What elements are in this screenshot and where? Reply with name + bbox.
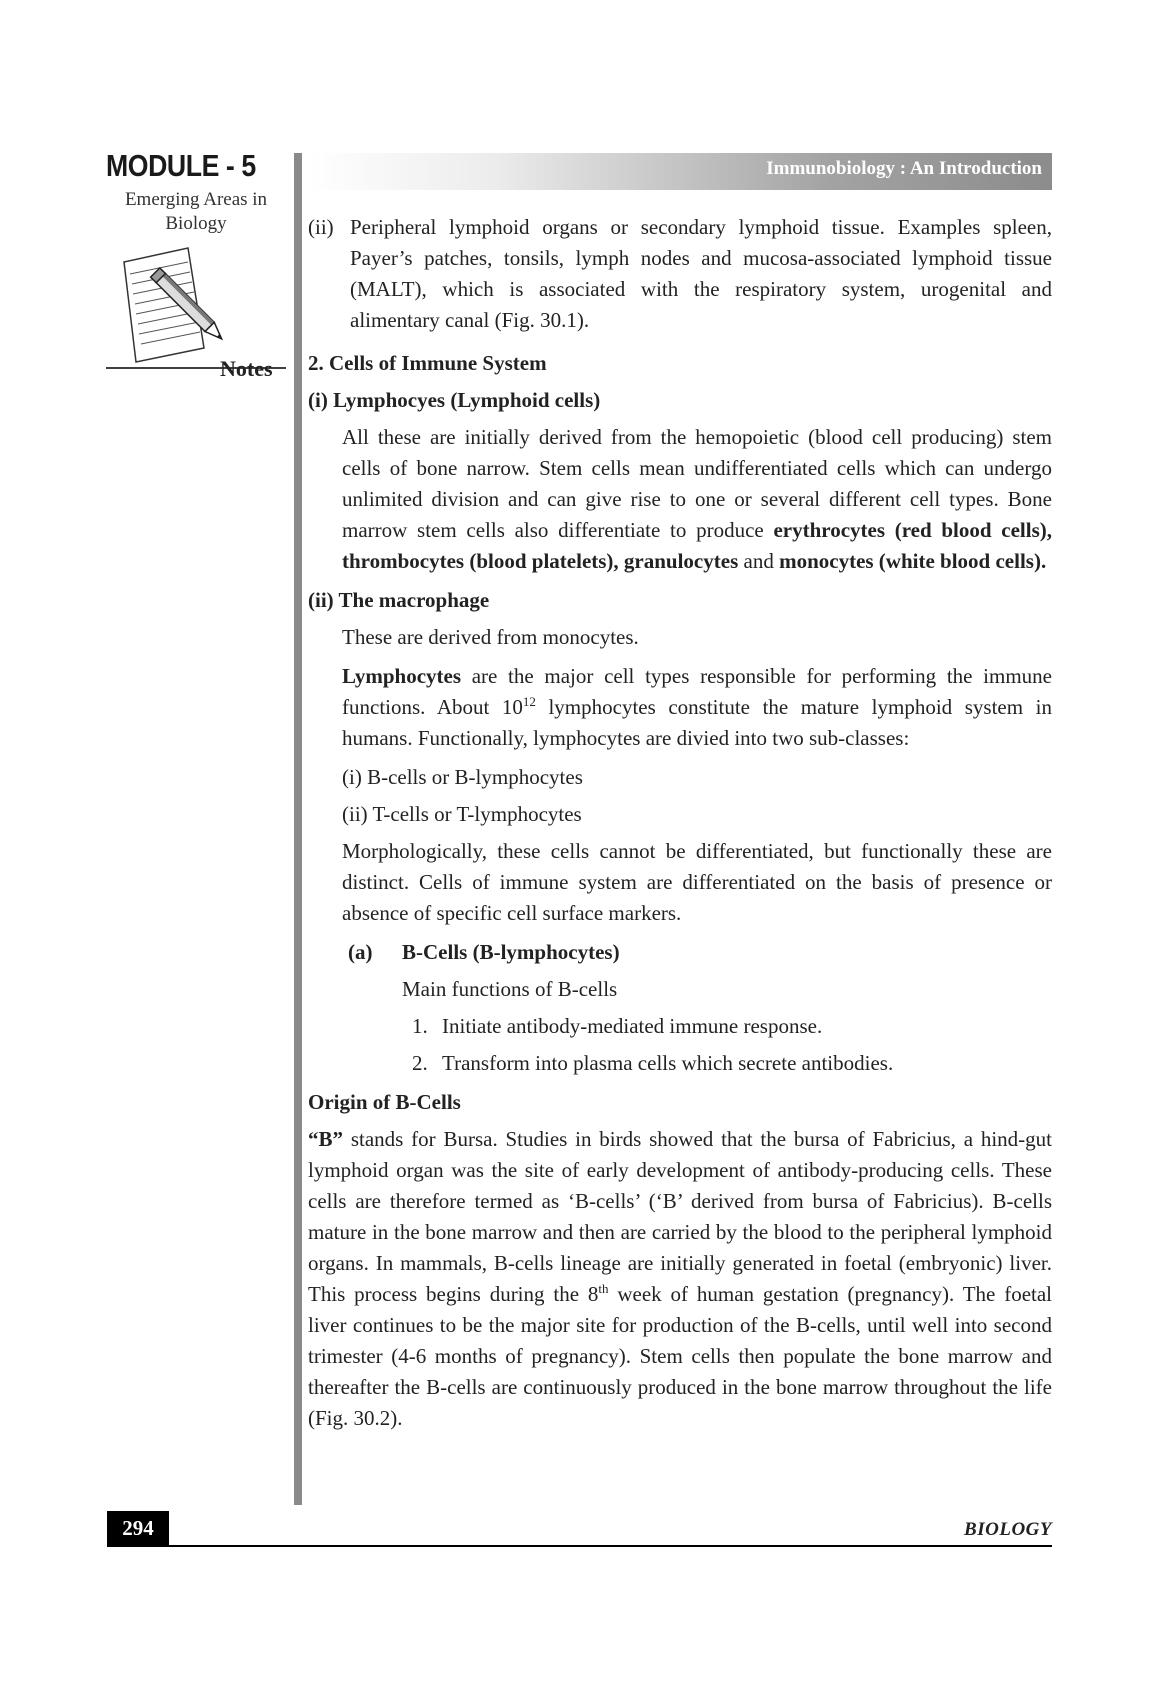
origin-superscript: th [598, 1281, 609, 1296]
origin-text-1: stands for Bursa. Studies in birds showed that the bursa of Fabricius, a hind-gut lymphoid organ was the site of early development of antibody-producing cells. These cells are therefore termed as ‘B-cells’ (‘B’ derived from bursa of Fabricius). B-cells mature in the bone marrow and then are carried by the blood to the peripheral lymphoid organs. In mammals, B-cells lineage are initially generated in foetal (embryonic) liver. This process begins during the 8 [308, 1127, 1052, 1306]
lymphocytes-heading: (i) Lymphocyes (Lymphoid cells) [308, 388, 601, 412]
header-band [308, 153, 1052, 190]
item-ii-label: (ii) [308, 215, 334, 239]
origin-heading: Origin of B-Cells [308, 1090, 461, 1114]
bcells-heading [308, 937, 1052, 968]
origin-text-2: week of human gestation (pregnancy). The foetal liver continues to be the major site for production of the B-cells, until well into second trimester (4-6 months of pregnancy). Stem cells then populate the bone marrow and thereafter the B-cells are continuously produced in the bone marrow throughout the life (Fig. 30.2). [308, 1282, 1053, 1430]
function-2-text: Transform into plasma cells which secrete antibodies. [442, 1051, 894, 1075]
footer-rule [107, 1545, 1052, 1547]
bcells-line: (i) B-cells or B-lymphocytes [342, 765, 583, 789]
page-number: 294 [107, 1511, 169, 1545]
section-heading: 2. Cells of Immune System [308, 351, 547, 375]
lymphocytes-text-1: are the major cell types responsible for performing the immune functions. About 10 [342, 664, 1052, 719]
lymph-and: and [738, 549, 780, 573]
lymph-bold-1: erythrocytes (red blood cells), thrombocytes (blood platelets), granulocytes [342, 518, 1052, 573]
sidebar [106, 148, 286, 381]
function-1-text: Initiate antibody-mediated immune response. [442, 1014, 823, 1038]
origin-paragraph [308, 1124, 1052, 1434]
function-2-number: 2. [412, 1051, 428, 1075]
morphology-paragraph: Morphologically, these cells cannot be differentiated, but functionally these are distinct. Cells of immune system are differentiated on the basis of presence or absence of specific cell surface markers. [342, 839, 1052, 925]
lymph-bold-2: monocytes (white blood cells). [779, 549, 1047, 573]
macrophage-text: These are derived from monocytes. [342, 625, 639, 649]
bcells-heading-label: (a) [348, 940, 373, 964]
origin-bold: “B” [308, 1127, 344, 1151]
macrophage-heading: (ii) The macrophage [308, 588, 490, 612]
tcells-line: (ii) T-cells or T-lymphocytes [342, 802, 582, 826]
function-item-2 [308, 1048, 1052, 1079]
function-item-1 [308, 1011, 1052, 1042]
item-ii [308, 212, 1052, 336]
main-content [308, 212, 1052, 1442]
lymphocytes-bold: Lymphocytes [342, 664, 462, 688]
lymphocytes-text-2: lymphocytes constitute the mature lymphoid system in humans. Functionally, lymphocytes are divied into two sub-classes: [342, 695, 1052, 750]
main-functions-text: Main functions of B-cells [402, 977, 618, 1001]
module-subtitle-line1: Emerging Areas in [124, 189, 268, 210]
function-1-number: 1. [412, 1014, 428, 1038]
footer-subject: BIOLOGY [964, 1519, 1052, 1540]
lymph-text: All these are initially derived from the hemopoietic (blood cell producing) stem cells of bone narrow. Stem cells mean undifferentiated cells which can undergo unlimited division and can give rise to one or several different cell types. Bone marrow stem cells also differentiate to produce [342, 425, 1052, 542]
lymphocytes-function-paragraph [308, 661, 1052, 754]
header-title: Immunobiology : An Introduction [766, 158, 1042, 179]
lymphocytes-paragraph [308, 422, 1052, 577]
item-ii-text: Peripheral lymphoid organs or secondary lymphoid tissue. Examples spleen, Payer’s patches, tonsils, lymph nodes and mucosa-associated lymphoid tissue (MALT), which is associated with the respiratory system, urogenital and alimentary canal (Fig. 30.1). [350, 215, 1052, 332]
notes-pencil-icon [106, 244, 286, 374]
module-title: MODULE - 5 [106, 148, 256, 183]
module-subtitle-line2: Biology [165, 213, 227, 234]
lymphocytes-superscript: 12 [522, 694, 536, 709]
bcells-heading-text: B-Cells (B-lymphocytes) [402, 940, 620, 964]
vertical-divider [294, 153, 302, 1505]
notes-label: Notes [220, 356, 273, 381]
module-subtitle [106, 188, 286, 236]
